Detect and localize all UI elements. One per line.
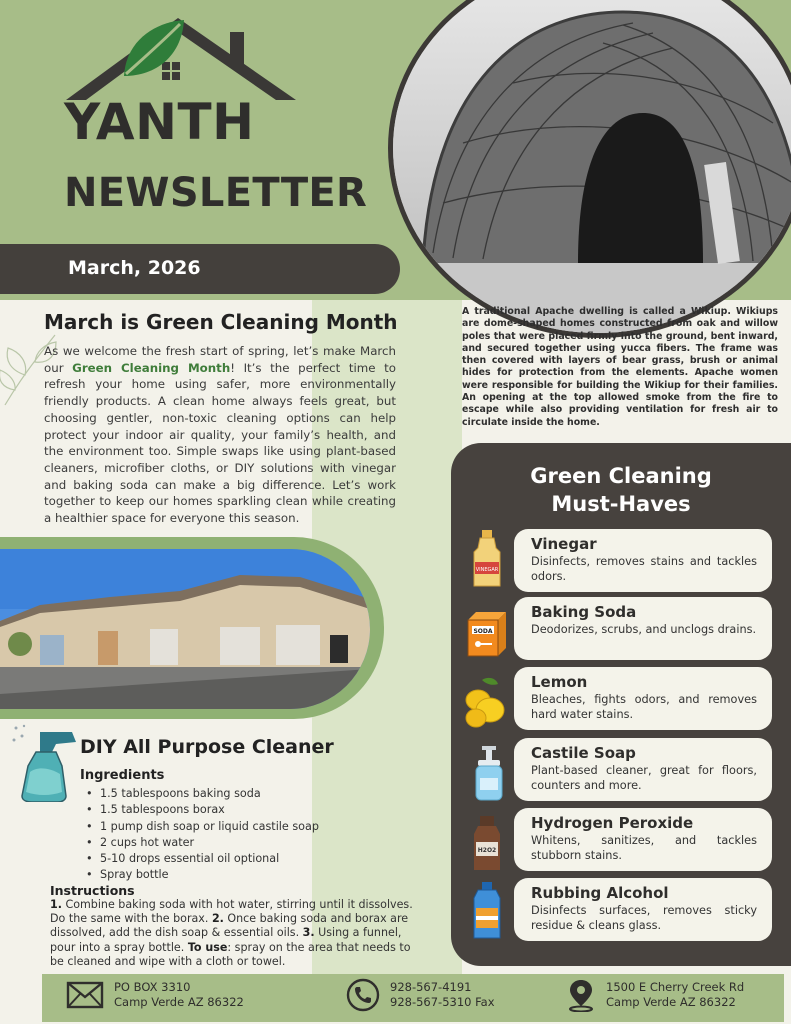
instructions-body	[50, 898, 422, 969]
photo-caption: A traditional Apache dwelling is called a Wikiup. Wikiups are dome-shaped homes constructed from oak and willow poles that were placed firmly into the ground, bent inward, and secured together using yucca fibers. The frame was then covered with layers of bear grass, brush or animal hides for protection from the elements. Apache women were responsible for building the Wikiup for their families. An opening at the top allowed smoke from the fire to escape while also providing ventilation for fresh air to circulate inside the home.	[462, 306, 778, 428]
must-have-card-baking-soda	[514, 597, 772, 660]
article-body-end: ! It’s the perfect time to refresh your home using safer, more environmentally friendly products. A clean home always feels great, but choosing gentler, non-toxic cleaning options can help protect your indoor air quality, your family’s health, and the environment too. Simple swaps like using plant-based cleaners, microfiber cloths, or DIY solutions with vinegar and baking soda can make a big difference. Let’s work together to keep our homes sparkling clean while creating a healthier space for everyone this season.	[44, 360, 396, 526]
to-use-label: To use	[187, 940, 228, 954]
step-text: Once baking soda and borax are dissolved, add the dish soap & essential oils.	[50, 912, 409, 940]
mail-envelope-icon	[66, 980, 104, 1010]
alcohol-bottle-icon	[462, 882, 512, 940]
must-have-desc: Bleaches, fights odors, and removes hard water stains.	[531, 693, 757, 721]
vinegar-bottle-icon	[462, 530, 512, 588]
ingredient-item: • Spray bottle	[100, 867, 319, 883]
must-have-desc: Disinfects surfaces, removes sticky residue & cleans glass.	[531, 904, 757, 932]
must-have-card-rubbing-alcohol	[514, 878, 772, 941]
brand-subtitle: NEWSLETTER	[64, 170, 368, 216]
ingredient-item: • 2 cups hot water	[100, 835, 319, 851]
location-pin-icon	[566, 978, 596, 1012]
instructions-title: Instructions	[50, 883, 135, 898]
ingredient-item: • 1 pump dish soap or liquid castile soap	[100, 819, 319, 835]
article-title: March is Green Cleaning Month	[44, 310, 398, 334]
must-have-desc: Whitens, sanitizes, and tackles stubborn stains.	[531, 834, 757, 862]
baking-soda-box-icon	[462, 604, 512, 662]
must-have-desc: Deodorizes, scrubs, and unclogs drains.	[531, 623, 757, 636]
article-body	[44, 343, 396, 527]
must-have-desc: Plant-based cleaner, great for floors, counters and more.	[531, 764, 757, 792]
must-have-name: Baking Soda	[531, 603, 637, 621]
brand-name: YANTH	[64, 93, 255, 151]
phone-line1: 928-567-4191	[390, 980, 472, 994]
step-number: 2.	[211, 912, 224, 926]
step-number: 3.	[302, 926, 315, 940]
must-haves-title-line1: Green Cleaning	[530, 464, 712, 488]
issue-date: March, 2026	[68, 257, 201, 279]
to-use-text: : spray on the area that needs to be cleaned and wipe with a cloth or towel.	[50, 940, 411, 968]
must-have-card-vinegar	[514, 529, 772, 592]
soda-label-text: SODA	[473, 628, 493, 635]
street-address	[606, 980, 744, 1010]
fax-line: 928-567-5310 Fax	[390, 995, 495, 1009]
address-line1: 1500 E Cherry Creek Rd	[606, 980, 745, 994]
vinegar-label-text: VINEGAR	[475, 567, 499, 573]
phone-numbers	[390, 980, 495, 1010]
spray-bottle-icon	[10, 722, 84, 802]
step-text: Combine baking soda with hot water, stirring until it dissolves. Do the same with the borax.	[50, 898, 413, 926]
must-have-name: Castile Soap	[531, 744, 636, 762]
must-have-card-lemon	[514, 667, 772, 730]
house-photo	[0, 549, 370, 709]
step-number: 1.	[50, 898, 62, 911]
lemon-icon	[462, 674, 512, 732]
ingredient-item: • 5-10 drops essential oil optional	[100, 851, 319, 867]
step-text: Using a funnel, pour into a spray bottle.	[50, 926, 402, 954]
article-highlight: Green Cleaning Month	[72, 360, 231, 375]
ingredients-list	[100, 786, 319, 884]
mail-address	[114, 980, 244, 1010]
mail-line1: PO BOX 3310	[114, 980, 191, 994]
phone-icon	[346, 978, 380, 1012]
ingredient-item: • 1.5 tablespoons borax	[100, 802, 319, 818]
diy-title: DIY All Purpose Cleaner	[80, 736, 334, 758]
ingredient-item: • 1.5 tablespoons baking soda	[100, 786, 319, 802]
must-have-name: Hydrogen Peroxide	[531, 814, 694, 832]
must-have-card-hydrogen-peroxide	[514, 808, 772, 871]
must-have-name: Lemon	[531, 673, 588, 691]
soap-pump-icon	[462, 744, 512, 802]
ingredients-title: Ingredients	[80, 768, 165, 783]
issue-date-bar	[0, 244, 400, 294]
peroxide-bottle-icon	[462, 814, 512, 872]
address-line2: Camp Verde AZ 86322	[606, 995, 736, 1009]
article-body-start: As we welcome the fresh start of spring, let’s make March our	[44, 344, 396, 375]
must-have-card-castile-soap	[514, 738, 772, 801]
must-have-desc: Disinfects, removes stains and tackles odors.	[531, 555, 757, 583]
must-have-name: Vinegar	[531, 535, 597, 553]
must-haves-title-line2: Must-Haves	[551, 492, 691, 516]
must-haves-title	[451, 462, 791, 518]
mail-line2: Camp Verde AZ 86322	[114, 995, 244, 1009]
peroxide-label-text: H2O2	[477, 847, 497, 854]
must-have-name: Rubbing Alcohol	[531, 884, 669, 902]
